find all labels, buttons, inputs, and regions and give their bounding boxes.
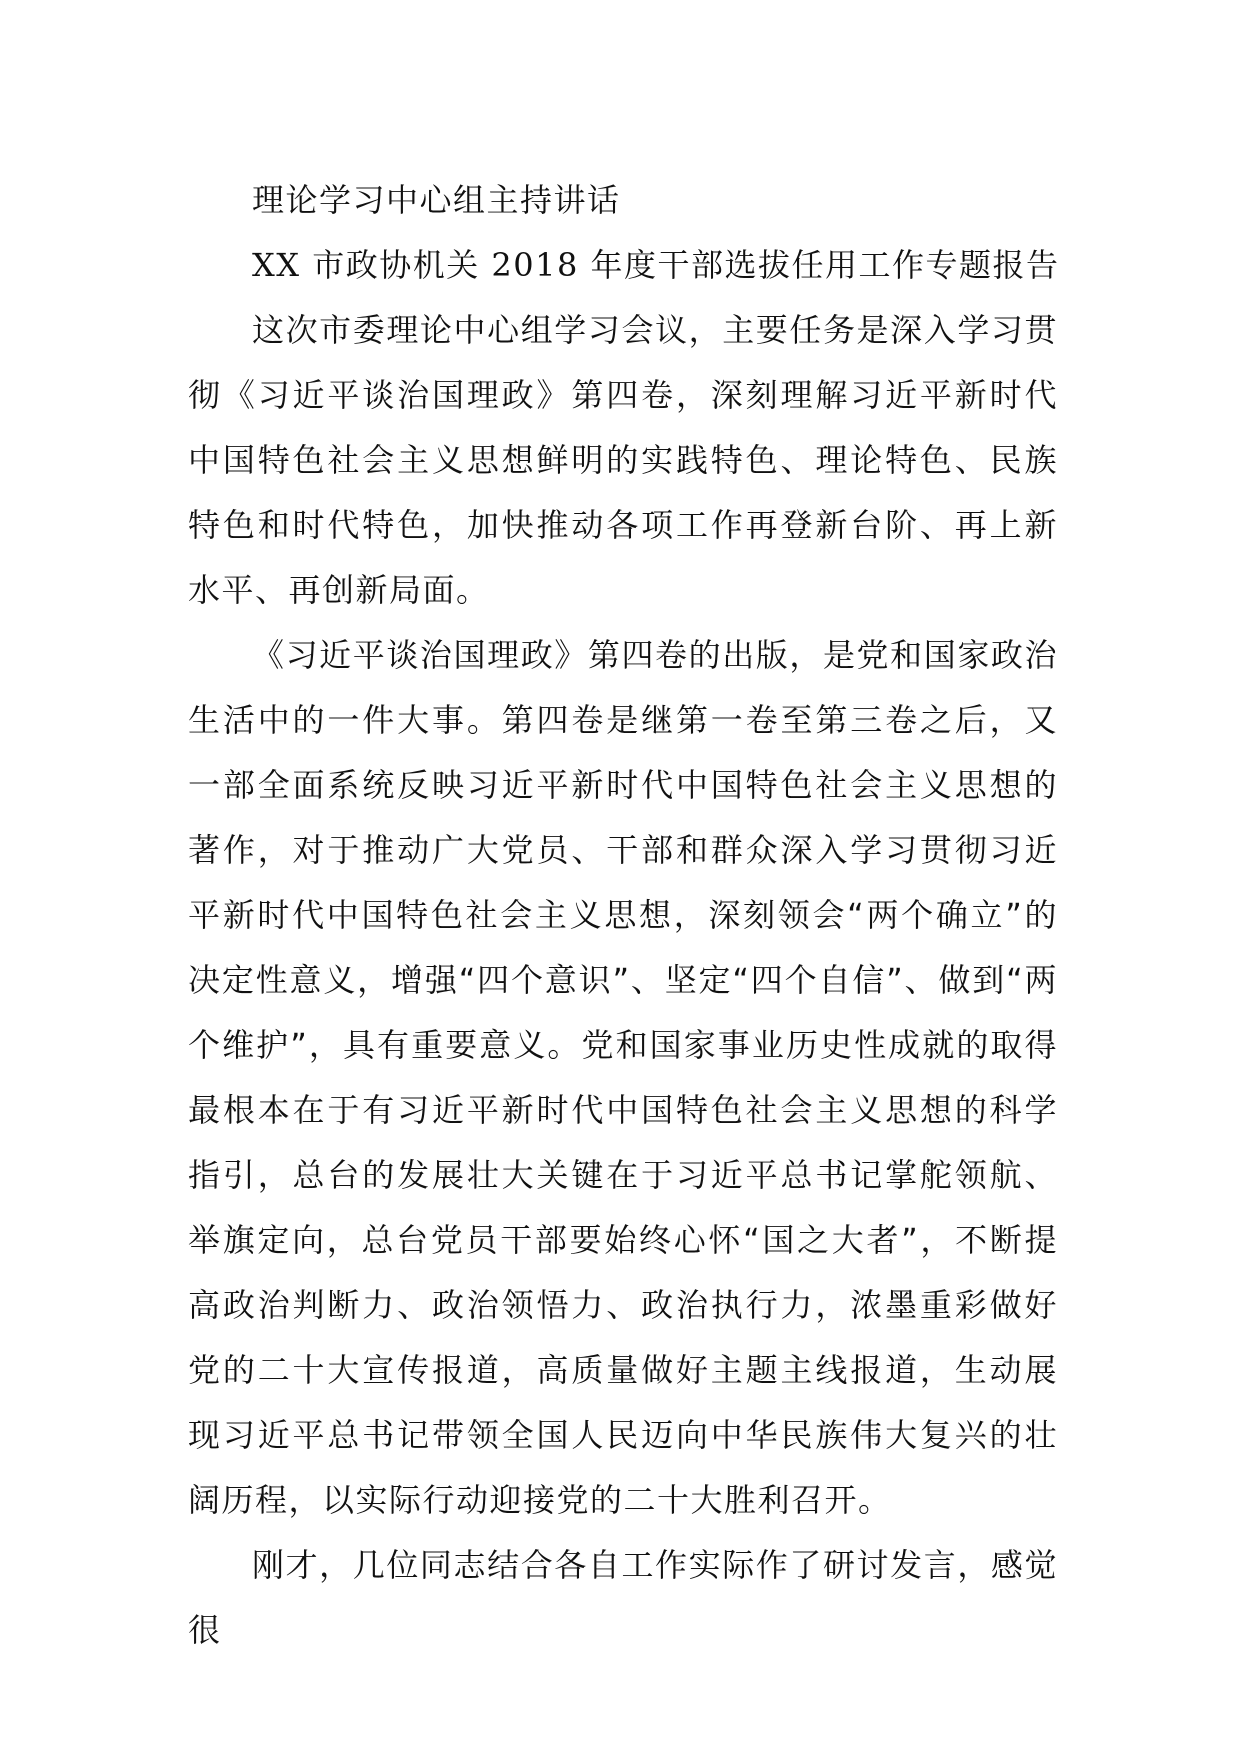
- paragraph-3: 刚才，几位同志结合各自工作实际作了研讨发言，感觉很: [188, 1546, 1058, 1649]
- paragraph-1: 这次市委理论中心组学习会议，主要任务是深入学习贯彻《习近平谈治国理政》第四卷，深刻理解习近平新时代中国特色社会主义思想鲜明的实践特色、理论特色、民族特色和时代特色，加快推动各项工作再登新台阶、再上新水平、再创新局面。: [188, 311, 1058, 609]
- document-heading-2: XX 市政协机关 2018 年度干部选拔任用工作专题报告: [252, 246, 1060, 284]
- document-body: [188, 168, 1058, 1663]
- paragraph-2: 《习近平谈治国理政》第四卷的出版，是党和国家政治生活中的一件大事。第四卷是继第一卷至第三卷之后，又一部全面系统反映习近平新时代中国特色社会主义思想的著作，对于推动广大党员、干部和群众深入学习贯彻习近平新时代中国特色社会主义思想，深刻领会“两个确立”的决定性意义，增强“四个意识”、坚定“四个自信”、做到“两个维护”，具有重要意义。党和国家事业历史性成就的取得最根本在于有习近平新时代中国特色社会主义思想的科学指引，总台的发展壮大关键在于习近平总书记掌舵领航、举旗定向，总台党员干部要始终心怀“国之大者”，不断提高政治判断力、政治领悟力、政治执行力，浓墨重彩做好党的二十大宣传报道，高质量做好主题主线报道，生动展现习近平总书记带领全国人民迈向中华民族伟大复兴的壮阔历程，以实际行动迎接党的二十大胜利召开。: [188, 636, 1058, 1519]
- document-heading-1: 理论学习中心组主持讲话: [252, 181, 621, 219]
